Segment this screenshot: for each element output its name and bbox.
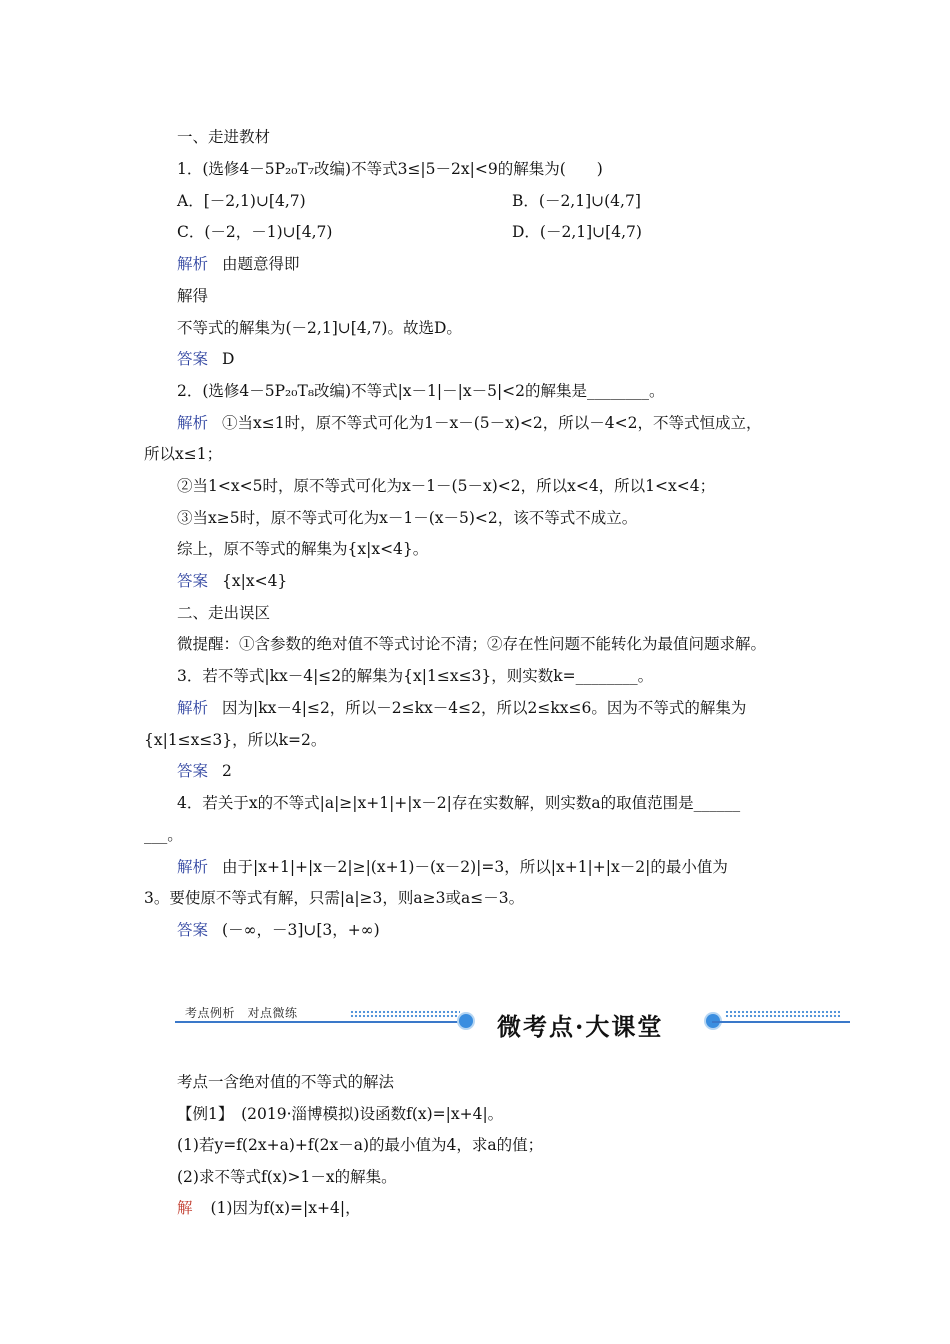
answer-label: 答案 — [177, 350, 209, 368]
q1-option-d: D．(－2,1]∪[4,7) — [512, 223, 642, 241]
q2-answer — [177, 571, 287, 591]
q4-answer-value: (－∞，－3]∪[3，+∞) — [222, 921, 380, 939]
q4-analysis-line1b: 3。要使原不等式有解，只需|a|≥3，则a≥3或a≤－3。 — [144, 889, 525, 907]
q1-answer — [177, 349, 234, 369]
answer-label: 答案 — [177, 921, 209, 939]
kp1-example: 【例1】 (2019·淄博模拟)设函数f(x)=|x+4|。 — [177, 1105, 504, 1123]
banner-circle-left-icon — [459, 1014, 473, 1028]
q2-analysis-line1: ①当x≤1时，原不等式可化为1－x－(5－x)<2，所以－4<2，不等式恒成立， — [222, 414, 762, 432]
q2-stem: 2．(选修4－5P₂₀T₈改编)不等式|x－1|－|x－5|<2的解集是________。 — [177, 382, 665, 400]
section-heading-2: 二、走出误区 — [177, 604, 271, 622]
q2-analysis-line3: ③当x≥5时，原不等式可化为x－1－(x－5)<2，该不等式不成立。 — [177, 509, 638, 527]
q4-stem: 4．若关于x的不等式|a|≥|x+1|+|x－2|存在实数解，则实数a的取值范围是______ — [177, 794, 741, 812]
answer-label: 答案 — [177, 762, 209, 780]
kp1-part2: (2)求不等式f(x)>1－x的解集。 — [177, 1168, 397, 1186]
q1-options-cd — [177, 222, 877, 242]
q1-options-ab — [177, 191, 877, 211]
q1-analysis — [177, 254, 300, 274]
q1-answer-value: D — [222, 350, 235, 368]
q1-analysis-line1: 由题意得即 — [222, 255, 300, 273]
q1-option-c: C．(－2，－1)∪[4,7) — [177, 223, 333, 241]
q4-analysis — [177, 857, 728, 877]
kp1-solution-line1: (1)因为f(x)=|x+4|， — [210, 1199, 361, 1217]
q4-answer — [177, 920, 380, 940]
analysis-label: 解析 — [177, 414, 209, 432]
section-banner — [175, 995, 850, 1050]
answer-label: 答案 — [177, 572, 209, 590]
kp1-title: 考点一含绝对值的不等式的解法 — [177, 1073, 395, 1091]
banner-rule-right — [712, 1021, 850, 1023]
q2-analysis-line4: 综上，原不等式的解集为{x|x<4}。 — [177, 540, 429, 558]
q1-stem: 1．(选修4－5P₂₀T₇改编)不等式3≤|5－2x|<9的解集为( ) — [177, 160, 603, 178]
banner-rule-left — [175, 1021, 463, 1023]
analysis-label: 解析 — [177, 858, 209, 876]
q3-analysis-line1: 因为|kx－4|≤2，所以－2≤kx－4≤2，所以2≤kx≤6。因为不等式的解集为 — [222, 699, 747, 717]
q1-option-b: B．(－2,1]∪(4,7] — [512, 192, 641, 210]
kp1-solution — [177, 1198, 361, 1218]
banner-dots-left — [350, 1010, 460, 1018]
banner-dots-right — [725, 1010, 840, 1018]
q2-analysis-line2: ②当1<x<5时，原不等式可化为x－1－(5－x)<2，所以x<4，所以1<x<4； — [177, 477, 716, 495]
q3-analysis — [177, 698, 746, 718]
tip-text: 微提醒：①含参数的绝对值不等式讨论不清；②存在性问题不能转化为最值问题求解。 — [177, 635, 767, 653]
q3-answer — [177, 761, 232, 781]
q2-analysis — [177, 413, 761, 433]
q3-stem: 3．若不等式|kx－4|≤2的解集为{x|1≤x≤3}，则实数k=________。 — [177, 667, 654, 685]
solution-label: 解 — [177, 1199, 193, 1217]
kp1-part1: (1)若y=f(2x+a)+f(2x－a)的最小值为4，求a的值； — [177, 1136, 544, 1154]
q4-stem-line2: ___。 — [144, 826, 183, 844]
banner-title: 微考点·大课堂 — [497, 1012, 664, 1041]
q1-analysis-line2: 解得 — [177, 287, 209, 305]
banner-subtitle: 考点例析 对点微练 — [185, 1006, 298, 1020]
q1-option-a: A．[－2,1)∪[4,7) — [177, 192, 306, 210]
q2-analysis-line1b: 所以x≤1； — [144, 445, 223, 463]
q3-answer-value: 2 — [222, 762, 232, 780]
q2-answer-value: {x|x<4} — [222, 572, 288, 590]
section-heading-1: 一、走进教材 — [177, 128, 271, 146]
analysis-label: 解析 — [177, 699, 209, 717]
analysis-label: 解析 — [177, 255, 209, 273]
q3-analysis-line1b: {x|1≤x≤3}，所以k=2。 — [144, 731, 327, 749]
q4-analysis-line1: 由于|x+1|+|x－2|≥|(x+1)－(x－2)|=3，所以|x+1|+|x－2|的最小值为 — [222, 858, 728, 876]
q1-analysis-line3: 不等式的解集为(－2,1]∪[4,7)。故选D。 — [177, 319, 462, 337]
